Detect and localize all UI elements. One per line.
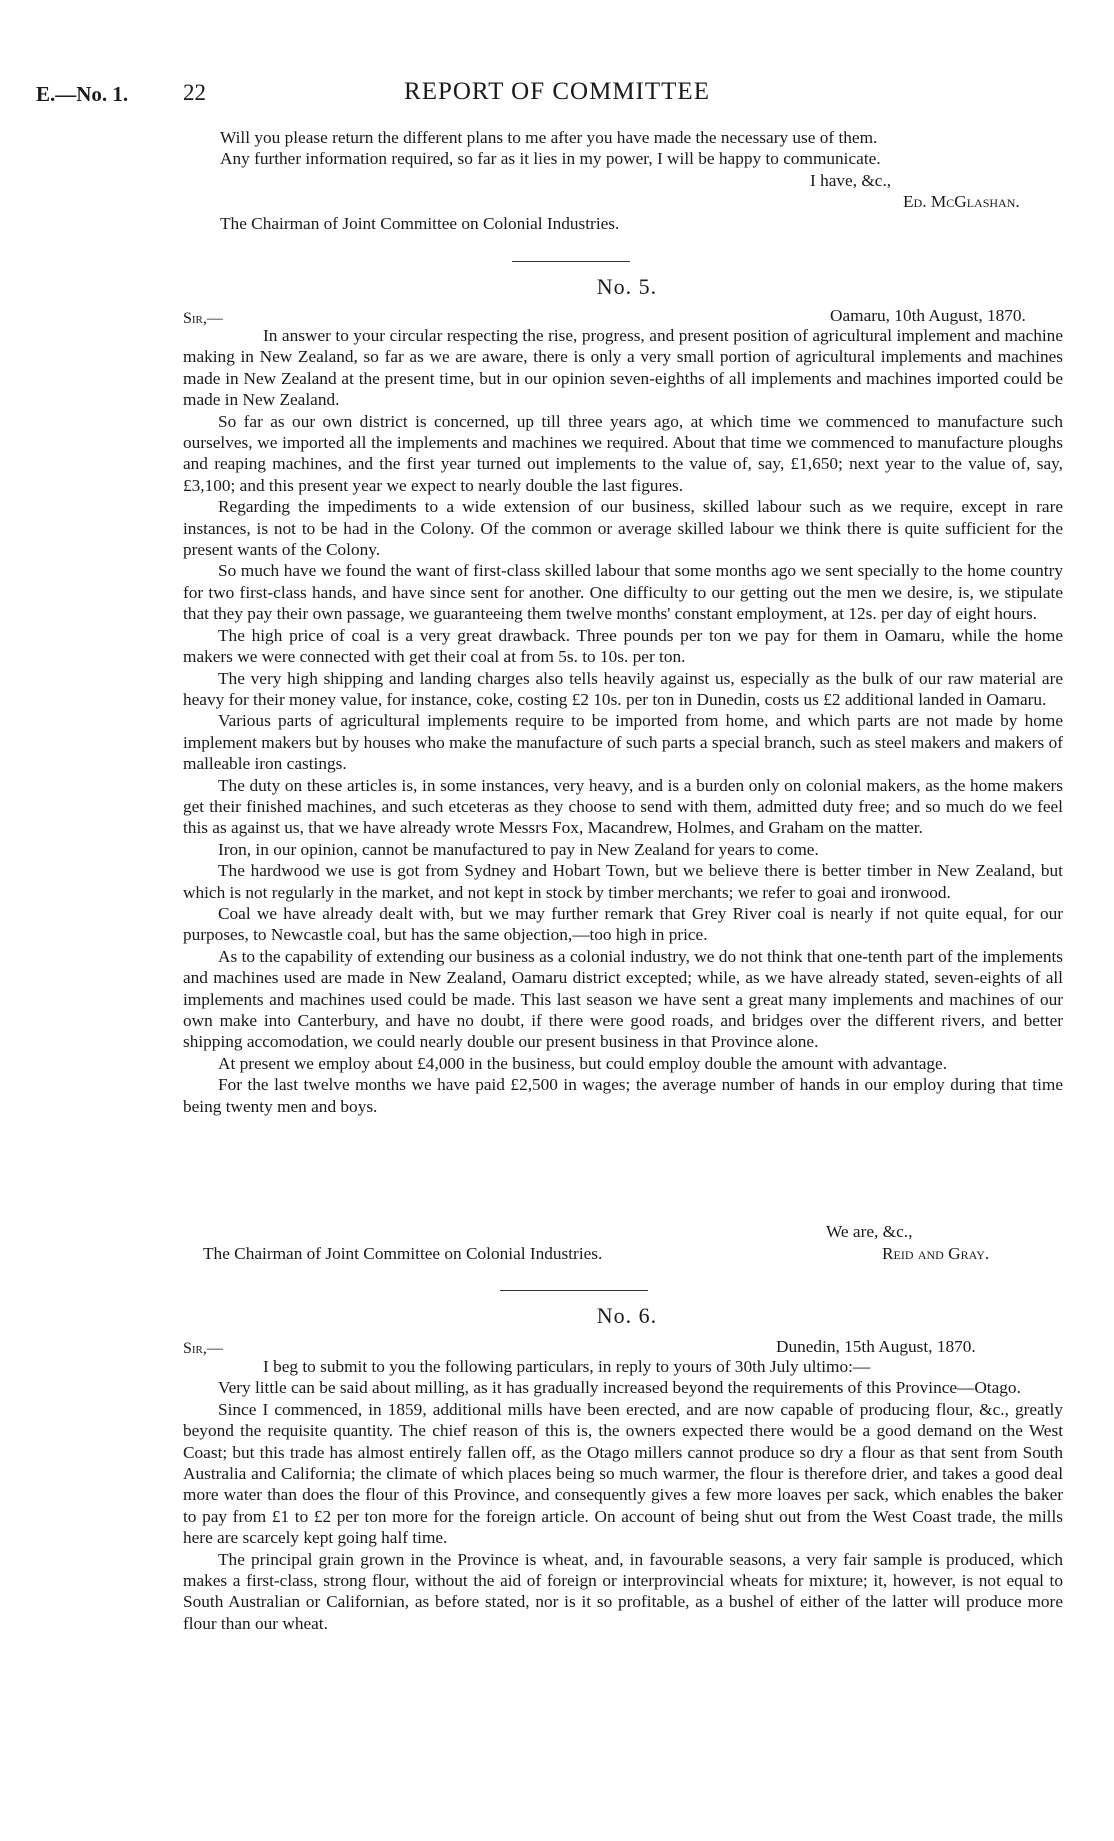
letter-5-paragraph: In answer to your circular respecting the rise, progress, and present position of agricultural implement and machine making in New Zealand, so far as we are aware, there is only a very small portion of agricultural implements and machines made in New Zealand at the present time, but in our opinion seven-eighths of all implements and machines imported could be made in New Zealand. xyxy=(183,326,1063,410)
letter-5-paragraph: So far as our own district is concerned, up till three years ago, at which time we commenced to manufacture such ourselves, we imported all the implements and machines we required. About that time we commenced to manufacture ploughs and reaping machines, and the first year turned out implements to the value of, say, £1,650; next year to the value of, say, £3,100; and this present year we expect to nearly double the last figures. xyxy=(183,411,1063,495)
letter-6-body xyxy=(183,1356,1063,1634)
letter-5-paragraph: The high price of coal is a very great drawback. Three pounds per ton we pay for them in Oamaru, while the home makers we were connected with get their coal at from 5s. to 10s. per ton. xyxy=(183,625,1063,667)
letter-5-heading: No. 5. xyxy=(596,274,658,299)
letter-5-body xyxy=(183,325,1063,1117)
letter-6-paragraph: I beg to submit to you the following particulars, in reply to yours of 30th July ultimo:— xyxy=(263,1357,871,1376)
letter-5-addressee: The Chairman of Joint Committee on Colonial Industries. xyxy=(203,1244,603,1263)
letter-6-heading: No. 6. xyxy=(596,1303,658,1328)
letter-6-paragraph: Since I commenced, in 1859, additional mills have been erected, and are now capable of producing flour, &c., greatly beyond the requisite quantity. The chief reason of this is, the owners expected there would be a good demand on the West Coast; but this trade has almost entirely fallen off, as the Otago millers cannot produce so dry a flour as that sent from South Australia and California; the climate of which places being so much warmer, the flour is therefore drier, and takes a good deal more water than does the flour of this Province, and consequently gives a few more loaves per sack, which enables the baker to pay from £1 to £2 per ton more for the foreign article. On account of being shut out from the West Coast trade, the mills here are scarcely kept going half time. xyxy=(183,1399,1063,1548)
top-letter-signature: Ed. McGlashan. xyxy=(903,192,1020,211)
letter-5-paragraph: As to the capability of extending our business as a colonial industry, we do not think that one-tenth part of the implements and machines used are made in New Zealand, Oamaru district excepted; while, as we have already stated, seven-eights of all implements and machines used could be made. This last season we have sent a great many implements and machines of our own make into Canterbury, and have no doubt, if there were good roads, and bridges over the different rivers, and better shipping accomodation, we could nearly double our present business in that Province alone. xyxy=(183,946,1063,1052)
top-letter-closing: I have, &c., xyxy=(810,171,892,190)
letter-5-salutation: Sir,— xyxy=(183,310,223,327)
letter-5-paragraph: Coal we have already dealt with, but we may further remark that Grey River coal is nearly if not quite equal, for our purposes, to Newcastle coal, but has the same objection,—too high in price. xyxy=(183,903,1063,945)
letter-5-paragraph: The duty on these articles is, in some instances, very heavy, and is a burden only on colonial makers, as the home makers get their finished machines, and such etceteras as they choose to send with them, admitted duty free; and so much do we feel this as against us, that we have already wrote Messrs Fox, Macandrew, Holmes, and Graham on the matter. xyxy=(183,775,1063,838)
section-divider xyxy=(500,1290,648,1291)
section-divider xyxy=(512,261,630,262)
letter-6-salutation: Sir,— xyxy=(183,1340,223,1357)
letter-5-paragraph: Iron, in our opinion, cannot be manufactured to pay in New Zealand for years to come. xyxy=(218,839,819,859)
letter-5-dateline: Oamaru, 10th August, 1870. xyxy=(830,306,1026,325)
letter-5-paragraph: So much have we found the want of first-class skilled labour that some months ago we sent specially to the home country for two first-class hands, and have since sent for another. One difficulty to our getting out the men we desire, is, we stipulate that they pay their own passage, we guaranteeing them twelve months' constant employment, at 12s. per day of eight hours. xyxy=(183,561,1063,624)
top-letter-line-2: Any further information required, so far as it lies in my power, I will be happy to communicate. xyxy=(220,149,881,168)
letter-5-paragraph: Regarding the impediments to a wide extension of our business, skilled labour such as we require, except in rare instances, is not to be had in the Colony. Of the common or average skilled labour we think there is quite sufficient for the present wants of the Colony. xyxy=(183,497,1063,560)
top-letter-addressee: The Chairman of Joint Committee on Colonial Industries. xyxy=(220,214,620,233)
letter-5-signature: Reid and Gray. xyxy=(882,1244,990,1263)
letter-6-dateline: Dunedin, 15th August, 1870. xyxy=(776,1337,976,1356)
letter-5-paragraph: For the last twelve months we have paid £2,500 in wages; the average number of hands in our employ during that time being twenty men and boys. xyxy=(183,1075,1063,1116)
letter-5-paragraph: The hardwood we use is got from Sydney and Hobart Town, but we believe there is better timber in New Zealand, but which is not regularly in the market, and not kept in stock by timber merchants; we refer to goai and ironwood. xyxy=(183,861,1063,902)
letter-5-closing: We are, &c., xyxy=(826,1222,913,1241)
letter-5-paragraph: The very high shipping and landing charges also tells heavily against us, especially as the bulk of our raw material are heavy for their money value, for instance, coke, costing £2 10s. per ton in Dunedin, costs us £2 additional landed in Oamaru. xyxy=(183,668,1063,709)
top-letter-line-1: Will you please return the different plans to me after you have made the necessary use of them. xyxy=(220,128,878,147)
page-number: 22 xyxy=(183,80,206,105)
letter-5-paragraph: At present we employ about £4,000 in the business, but could employ double the amount with advantage. xyxy=(218,1053,948,1073)
page-title: REPORT OF COMMITTEE xyxy=(404,78,710,105)
letter-5-paragraph: Various parts of agricultural implements require to be imported from home, and which parts are not made by home implement makers but by houses who make the manufacture of such parts a special branch, such as steel makers and makers of malleable iron castings. xyxy=(183,711,1063,774)
letter-6-paragraph: The principal grain grown in the Province is wheat, and, in favourable seasons, a very fair sample is produced, which makes a first-class, strong flour, without the aid of foreign or interprovincial wheats for mixture; it, however, is not equal to South Australian or Californian, as before stated, nor is it so profitable, as a bushel of either of the latter will produce more flour than our wheat. xyxy=(183,1549,1063,1633)
letter-6-paragraph: Very little can be said about milling, as it has gradually increased beyond the requirements of this Province—Otago. xyxy=(218,1378,1021,1398)
document-code: E.—No. 1. xyxy=(36,82,129,106)
